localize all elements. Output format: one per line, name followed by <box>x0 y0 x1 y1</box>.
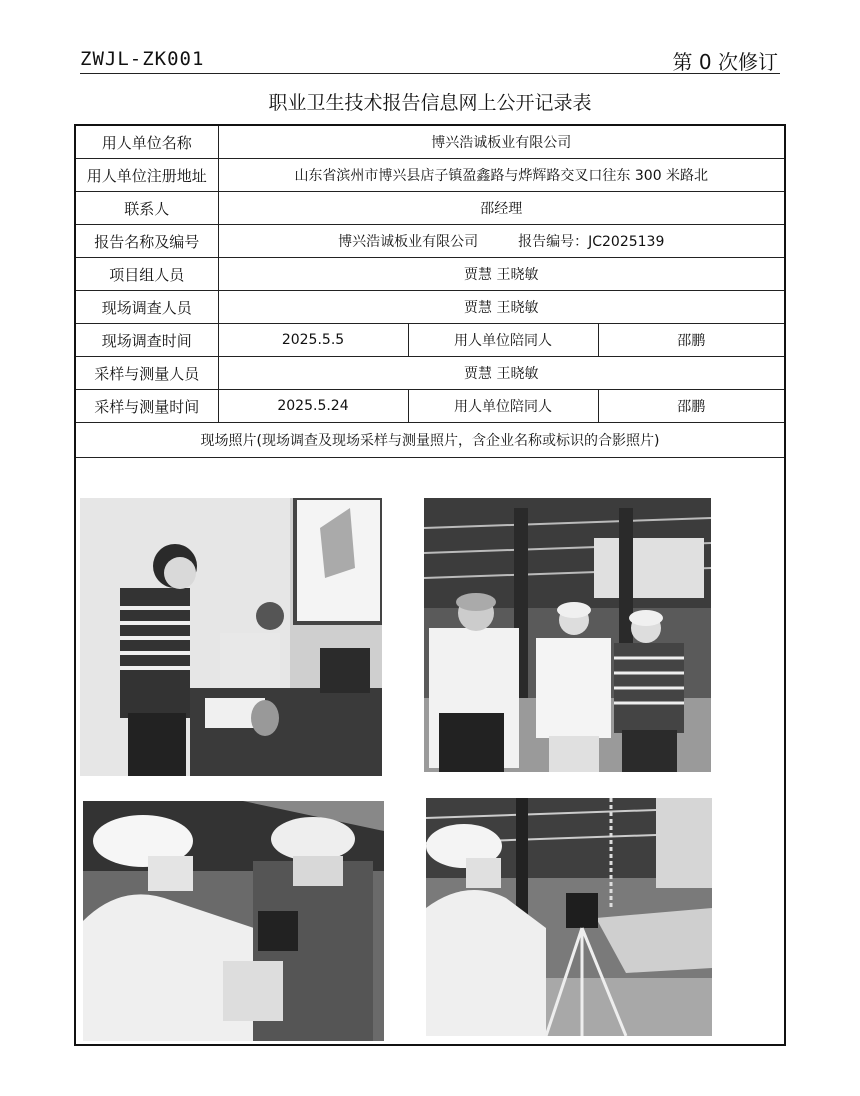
survey-companion-value: 邵鹏 <box>598 324 784 357</box>
table-row <box>76 258 784 291</box>
contact-label: 联系人 <box>76 192 218 225</box>
employer-address-value: 山东省滨州市博兴县店子镇盈鑫路与烨辉路交叉口往东 300 米路北 <box>218 159 784 192</box>
report-value <box>218 225 784 258</box>
report-name: 博兴浩诚板业有限公司 <box>338 234 479 250</box>
sampling-staff-label: 采样与测量人员 <box>76 357 218 390</box>
table-row <box>76 291 784 324</box>
project-members-value: 贾慧 王晓敏 <box>218 258 784 291</box>
survey-staff-value: 贾慧 王晓敏 <box>218 291 784 324</box>
table-row <box>76 126 784 159</box>
photo-group-workshop <box>424 498 711 772</box>
table-row <box>76 159 784 192</box>
photo-noise-measurement <box>426 798 712 1036</box>
employer-address-label: 用人单位注册地址 <box>76 159 218 192</box>
employer-name-value: 博兴浩诚板业有限公司 <box>218 126 784 159</box>
photo-personal-sampling <box>83 801 384 1041</box>
sampling-time-value: 2025.5.24 <box>218 390 408 423</box>
survey-companion-label: 用人单位陪同人 <box>408 324 598 357</box>
survey-time-label: 现场调查时间 <box>76 324 218 357</box>
report-label: 报告名称及编号 <box>76 225 218 258</box>
table-row <box>76 423 784 458</box>
table-row <box>76 357 784 390</box>
sampling-time-label: 采样与测量时间 <box>76 390 218 423</box>
survey-time-value: 2025.5.5 <box>218 324 408 357</box>
header-divider <box>80 73 780 74</box>
table-row <box>76 225 784 258</box>
project-members-label: 项目组人员 <box>76 258 218 291</box>
employer-name-label: 用人单位名称 <box>76 126 218 159</box>
contact-value: 邵经理 <box>218 192 784 225</box>
table-row <box>76 324 784 357</box>
photo-office-survey <box>80 498 382 776</box>
sampling-staff-value: 贾慧 王晓敏 <box>218 357 784 390</box>
record-table <box>76 126 784 458</box>
report-number: 报告编号：JC2025139 <box>518 234 665 250</box>
page-title: 职业卫生技术报告信息网上公开记录表 <box>268 92 592 114</box>
revision-label: 第 0 次修订 <box>672 50 778 74</box>
table-row <box>76 390 784 423</box>
photos-caption: 现场照片(现场调查及现场采样与测量照片，含企业名称或标识的合影照片) <box>76 423 784 458</box>
survey-staff-label: 现场调查人员 <box>76 291 218 324</box>
table-row <box>76 192 784 225</box>
sampling-companion-label: 用人单位陪同人 <box>408 390 598 423</box>
document-code: ZWJL-ZK001 <box>80 48 205 70</box>
sampling-companion-value: 邵鹏 <box>598 390 784 423</box>
